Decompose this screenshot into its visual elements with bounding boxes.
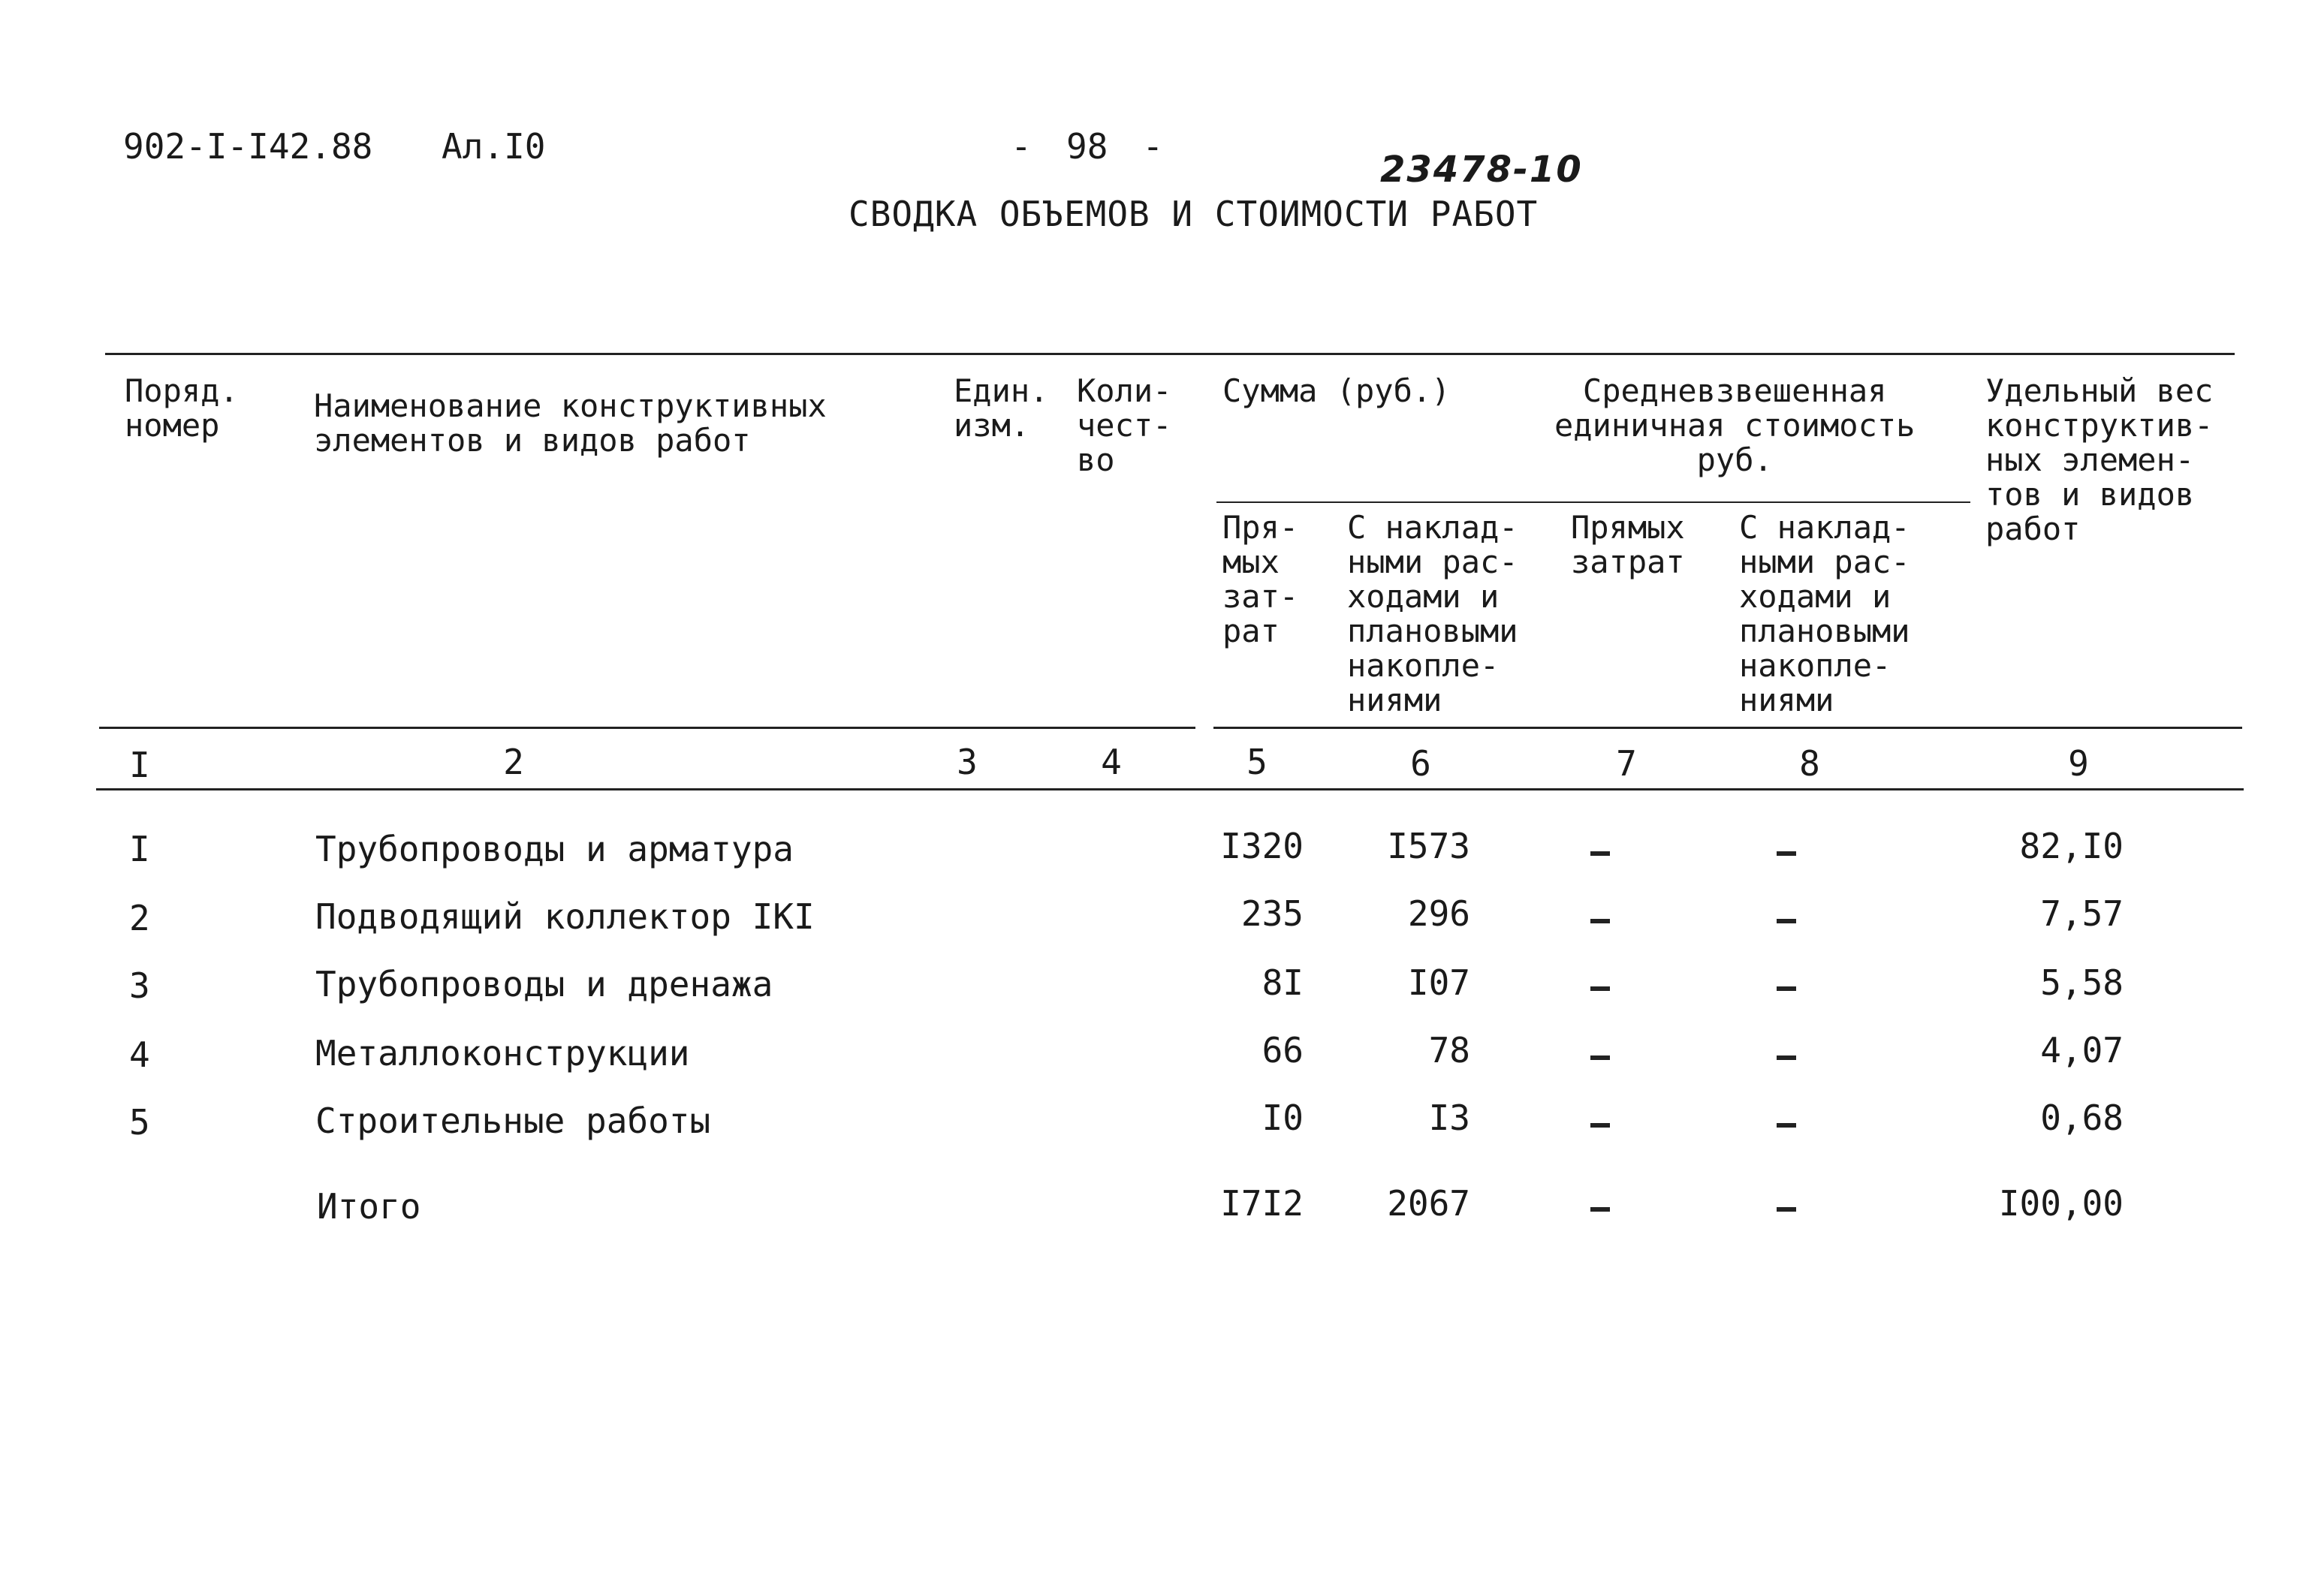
- row-5-name: Строительные работы: [315, 1101, 711, 1141]
- row-4-number: 4: [129, 1034, 150, 1075]
- row-5-direct: I0: [1262, 1098, 1304, 1138]
- row-2-avg-direct: [1590, 919, 1610, 923]
- row-2-direct: 235: [1240, 893, 1304, 934]
- header-specific-weight: Удельный вес конструктив- ных элемен- тов и видов работ: [1985, 372, 2214, 547]
- row-4-direct: 66: [1262, 1030, 1304, 1071]
- row-4-avg-overhead: [1777, 1055, 1796, 1060]
- row-4-avg-direct: [1590, 1055, 1610, 1060]
- header-avg-group: Средневзвешенная единичная стоимость руб.: [1554, 372, 1916, 478]
- header-avg-direct: Прямых затрат: [1571, 509, 1685, 580]
- row-1-weight: 82,I0: [2019, 826, 2124, 866]
- row-1-number: I: [129, 829, 150, 869]
- header-with-overhead: С наклад- ными рас- ходами и плановыми накопле- ниями: [1347, 509, 1518, 718]
- row-3-direct: 8I: [1262, 962, 1304, 1003]
- row-5-weight: 0,68: [2040, 1098, 2124, 1138]
- row-1-avg-overhead: [1777, 851, 1796, 856]
- row-5-avg-overhead: [1777, 1123, 1796, 1128]
- total-weight: I00,00: [1998, 1183, 2124, 1224]
- total-overhead: 2067: [1387, 1183, 1470, 1224]
- inventory-number: 23478-10: [1380, 149, 1583, 191]
- page-title: СВОДКА ОБЪЕМОВ И СТОИМОСТИ РАБОТ: [849, 194, 1539, 234]
- row-3-avg-direct: [1590, 986, 1610, 991]
- page-dash-left: -: [1011, 126, 1032, 167]
- row-1-avg-direct: [1590, 851, 1610, 856]
- total-avg-overhead: [1777, 1207, 1796, 1212]
- row-3-overhead: I07: [1407, 962, 1470, 1003]
- document-code: 902-I-I42.88: [123, 126, 373, 167]
- row-5-overhead: I3: [1428, 1098, 1470, 1138]
- header-quantity: Коли- чест- во: [1077, 372, 1172, 478]
- row-5-avg-direct: [1590, 1123, 1610, 1128]
- row-2-number: 2: [129, 898, 150, 938]
- row-1-direct: I320: [1220, 826, 1304, 866]
- header-bottom-rule-right: [1213, 727, 2242, 729]
- row-3-name: Трубопроводы и дренажа: [315, 964, 773, 1004]
- row-3-weight: 5,58: [2040, 962, 2124, 1003]
- table-top-rule: [105, 353, 2235, 355]
- header-sum-group: Сумма (руб.): [1222, 372, 1451, 409]
- row-2-weight: 7,57: [2040, 893, 2124, 934]
- column-number-7: 7: [1616, 743, 1637, 784]
- header-unit: Един. изм.: [954, 372, 1049, 444]
- page-number-line: [976, 126, 1198, 167]
- row-3-number: 3: [129, 965, 150, 1006]
- column-number-1: I: [129, 745, 150, 785]
- sheet-label: Ал.I0: [442, 126, 546, 167]
- row-4-name: Металлоконструкции: [315, 1033, 690, 1074]
- row-5-number: 5: [129, 1102, 150, 1143]
- column-number-2: 2: [503, 742, 524, 782]
- avg-subheader-rule-right: [1550, 501, 1970, 503]
- header-order-number: Поряд. номер: [125, 372, 239, 444]
- column-number-3: 3: [957, 742, 978, 782]
- header-element-name: Наименование конструктивных элементов и видов работ: [314, 387, 827, 459]
- row-4-overhead: 78: [1428, 1030, 1470, 1071]
- column-number-8: 8: [1799, 743, 1820, 784]
- total-direct: I7I2: [1220, 1183, 1304, 1224]
- column-number-6: 6: [1410, 743, 1431, 784]
- row-2-avg-overhead: [1777, 919, 1796, 923]
- row-2-name: Подводящий коллектор IКI: [315, 896, 815, 937]
- header-direct-costs: Пря- мых зат- рат: [1222, 509, 1299, 649]
- total-avg-direct: [1590, 1207, 1610, 1212]
- row-3-avg-overhead: [1777, 986, 1796, 991]
- row-1-name: Трубопроводы и арматура: [315, 829, 794, 869]
- row-2-overhead: 296: [1407, 893, 1470, 934]
- column-number-9: 9: [2068, 743, 2089, 784]
- page-number: 98: [1066, 126, 1108, 167]
- row-4-weight: 4,07: [2040, 1030, 2124, 1071]
- row-1-overhead: I573: [1387, 826, 1470, 866]
- total-label: Итого: [317, 1186, 421, 1227]
- column-number-5: 5: [1246, 742, 1268, 782]
- header-avg-overhead: С наклад- ными рас- ходами и плановыми накопле- ниями: [1739, 509, 1910, 718]
- page-dash-right: -: [1142, 126, 1164, 167]
- column-number-4: 4: [1101, 742, 1122, 782]
- header-bottom-rule-left: [99, 727, 1195, 729]
- column-numbers-rule: [96, 788, 2244, 790]
